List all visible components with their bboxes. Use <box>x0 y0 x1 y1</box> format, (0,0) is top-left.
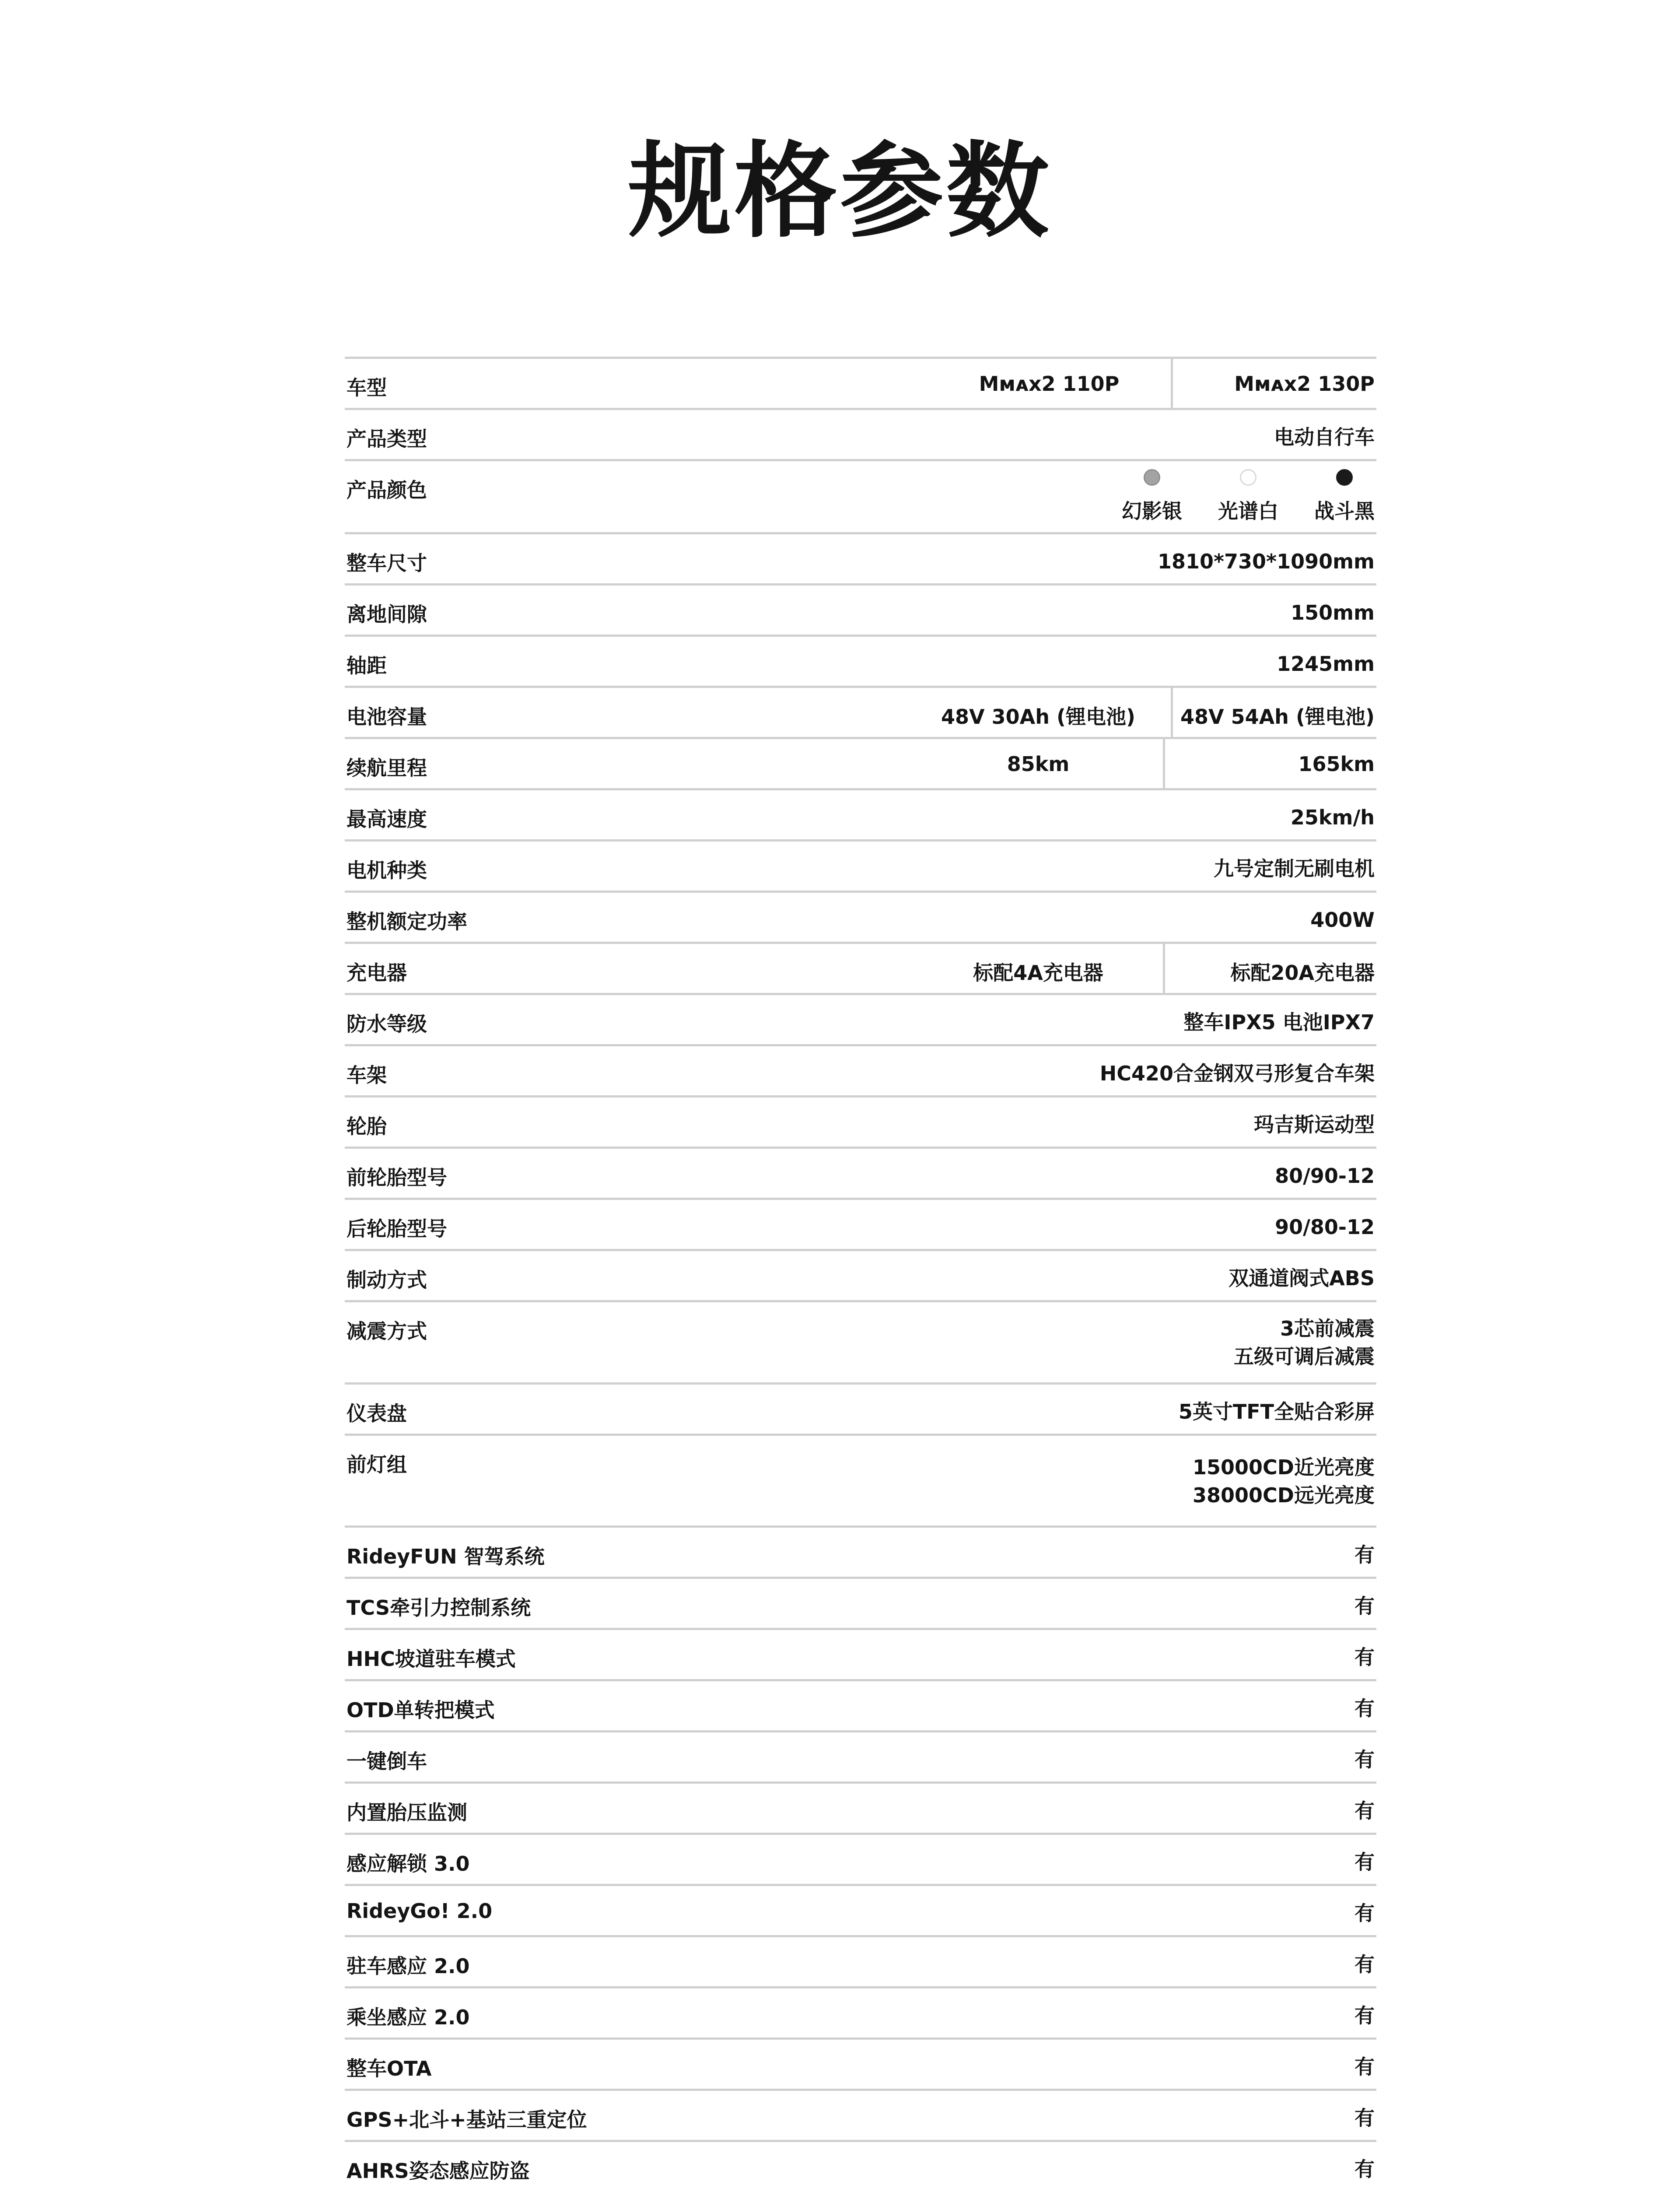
row-label: 产品颜色 <box>346 478 427 502</box>
spec-table <box>345 357 1376 2188</box>
row-value: 25km/h <box>1290 806 1375 829</box>
row-value: 有 <box>1354 1901 1375 1925</box>
row-value: 90/80-12 <box>1275 1215 1375 1239</box>
row-value: 电动自行车 <box>1274 425 1375 449</box>
spec-row <box>345 1200 1376 1251</box>
row-value: 有 <box>1354 2055 1375 2079</box>
column-divider <box>1171 359 1173 408</box>
row-label: 最高速度 <box>346 807 427 831</box>
spec-row <box>345 1251 1376 1302</box>
color-name: 战斗黑 <box>1314 499 1375 523</box>
row-label: 乘坐感应 2.0 <box>346 2006 470 2029</box>
row-label: 整车尺寸 <box>346 551 427 575</box>
spec-row <box>345 1046 1376 1098</box>
model-b-value: 165km <box>1298 752 1375 776</box>
row-value: 整车IPX5 电池IPX7 <box>1183 1010 1375 1034</box>
row-label: 前灯组 <box>346 1453 407 1476</box>
spec-split-row <box>345 944 1376 995</box>
value-line: 五级可调后减震 <box>1234 1345 1375 1368</box>
row-value: 有 <box>1354 2157 1375 2181</box>
row-label: 减震方式 <box>346 1319 427 1343</box>
color-swatches <box>1122 469 1375 524</box>
model-b-value: 标配20A充电器 <box>1230 961 1375 985</box>
row-label: 驻车感应 2.0 <box>346 1954 470 1978</box>
row-label: 仪表盘 <box>346 1402 407 1425</box>
row-value: HC420合金钢双弓形复合车架 <box>1099 1062 1375 1085</box>
row-label: 轴距 <box>346 654 387 677</box>
model-b-label: Mᴍᴀx2 130P <box>1234 372 1375 396</box>
row-label: OTD单转把模式 <box>346 1698 495 1722</box>
color-name: 幻影银 <box>1122 499 1182 523</box>
feature-row <box>345 1732 1376 1784</box>
feature-row <box>345 2142 1376 2188</box>
row-value: 1245mm <box>1277 652 1375 676</box>
model-header-row <box>345 359 1376 410</box>
row-value: 150mm <box>1291 601 1375 624</box>
row-label: 一键倒车 <box>346 1750 427 1773</box>
column-divider <box>1163 944 1165 993</box>
spec-row <box>345 410 1376 461</box>
row-value: 80/90-12 <box>1275 1164 1375 1188</box>
value-line: 15000CD近光亮度 <box>1193 1455 1375 1479</box>
spec-row <box>345 1149 1376 1200</box>
value-line: 3芯前减震 <box>1280 1317 1375 1340</box>
row-label: TCS牵引力控制系统 <box>346 1596 531 1620</box>
row-label: AHRS姿态感应防盗 <box>346 2159 530 2183</box>
feature-row <box>345 1630 1376 1681</box>
row-label: 整机额定功率 <box>346 910 467 933</box>
row-label: 电机种类 <box>346 859 427 882</box>
feature-row <box>345 1835 1376 1886</box>
model-a-value: 85km <box>1007 752 1070 776</box>
row-value <box>1234 1315 1375 1371</box>
page-title: 规格参数 <box>628 131 1052 252</box>
spec-row <box>345 534 1376 586</box>
model-a-value: 标配4A充电器 <box>973 961 1103 985</box>
row-label: 防水等级 <box>346 1012 427 1036</box>
row-label: 车架 <box>346 1063 387 1087</box>
color-option-white[interactable] <box>1218 469 1278 524</box>
spec-row <box>345 1385 1376 1436</box>
row-label: 电池容量 <box>346 705 427 729</box>
row-label: 整车OTA <box>346 2057 432 2080</box>
spec-row <box>345 790 1376 842</box>
spec-row <box>345 842 1376 893</box>
row-label: 轮胎 <box>346 1115 387 1138</box>
row-label: 感应解锁 3.0 <box>346 1852 470 1876</box>
spec-split-row <box>345 688 1376 739</box>
feature-list <box>345 1528 1376 2188</box>
color-row <box>345 461 1376 534</box>
row-value: 有 <box>1354 2004 1375 2027</box>
row-label: 离地间隙 <box>346 603 427 626</box>
spec-row <box>345 586 1376 637</box>
feature-row <box>345 1784 1376 1835</box>
model-a-value: 48V 30Ah (锂电池) <box>941 705 1136 729</box>
spec-row <box>345 1098 1376 1149</box>
row-value: 有 <box>1354 1697 1375 1720</box>
row-value: 400W <box>1310 908 1375 932</box>
feature-row <box>345 1988 1376 2040</box>
column-divider <box>1163 739 1165 788</box>
row-label: 后轮胎型号 <box>346 1217 447 1241</box>
feature-row <box>345 1579 1376 1630</box>
row-label: 车型 <box>346 376 387 400</box>
row-label: GPS+北斗+基站三重定位 <box>346 2108 587 2132</box>
spec-row <box>345 893 1376 944</box>
row-value: 玛吉斯运动型 <box>1254 1113 1375 1136</box>
row-value: 有 <box>1354 1645 1375 1669</box>
color-dot <box>1240 469 1256 486</box>
row-label: 续航里程 <box>346 756 427 780</box>
spec-row <box>345 1302 1376 1385</box>
row-value: 有 <box>1354 1799 1375 1823</box>
row-value <box>1193 1453 1375 1509</box>
model-a-label: Mᴍᴀx2 110P <box>979 372 1120 396</box>
feature-row <box>345 1528 1376 1579</box>
feature-row <box>345 2091 1376 2142</box>
feature-row <box>345 1681 1376 1732</box>
color-dot <box>1144 469 1160 486</box>
value-line: 38000CD远光亮度 <box>1193 1483 1375 1507</box>
row-label: 前轮胎型号 <box>346 1166 447 1189</box>
spec-row <box>345 1436 1376 1528</box>
row-label: 制动方式 <box>346 1268 427 1292</box>
color-dot <box>1336 469 1353 486</box>
feature-row <box>345 2040 1376 2091</box>
color-option-silver[interactable] <box>1122 469 1182 524</box>
row-label: HHC坡道驻车模式 <box>346 1647 516 1671</box>
row-value: 有 <box>1354 1953 1375 1976</box>
row-label: RideyFUN 智驾系统 <box>346 1545 545 1568</box>
row-label: 产品类型 <box>346 427 427 451</box>
model-b-value: 48V 54Ah (锂电池) <box>1180 705 1375 729</box>
row-label: 内置胎压监测 <box>346 1801 467 1824</box>
row-value: 5英寸TFT全贴合彩屏 <box>1178 1400 1375 1424</box>
row-value: 有 <box>1354 1748 1375 1771</box>
row-label: 充电器 <box>346 961 407 985</box>
row-value: 有 <box>1354 2106 1375 2130</box>
row-value: 有 <box>1354 1543 1375 1567</box>
row-value: 1810*730*1090mm <box>1157 550 1375 573</box>
spec-row <box>345 637 1376 688</box>
color-option-black[interactable] <box>1314 469 1375 524</box>
row-label: RideyGo! 2.0 <box>346 1899 493 1923</box>
row-value: 有 <box>1354 1594 1375 1618</box>
row-value: 有 <box>1354 1850 1375 1874</box>
spec-split-row <box>345 739 1376 790</box>
spec-row <box>345 995 1376 1046</box>
feature-row <box>345 1937 1376 1988</box>
feature-row <box>345 1886 1376 1937</box>
row-value: 双通道阀式ABS <box>1228 1266 1375 1290</box>
color-name: 光谱白 <box>1218 499 1278 523</box>
column-divider <box>1171 688 1173 737</box>
row-value: 九号定制无刷电机 <box>1214 857 1375 880</box>
